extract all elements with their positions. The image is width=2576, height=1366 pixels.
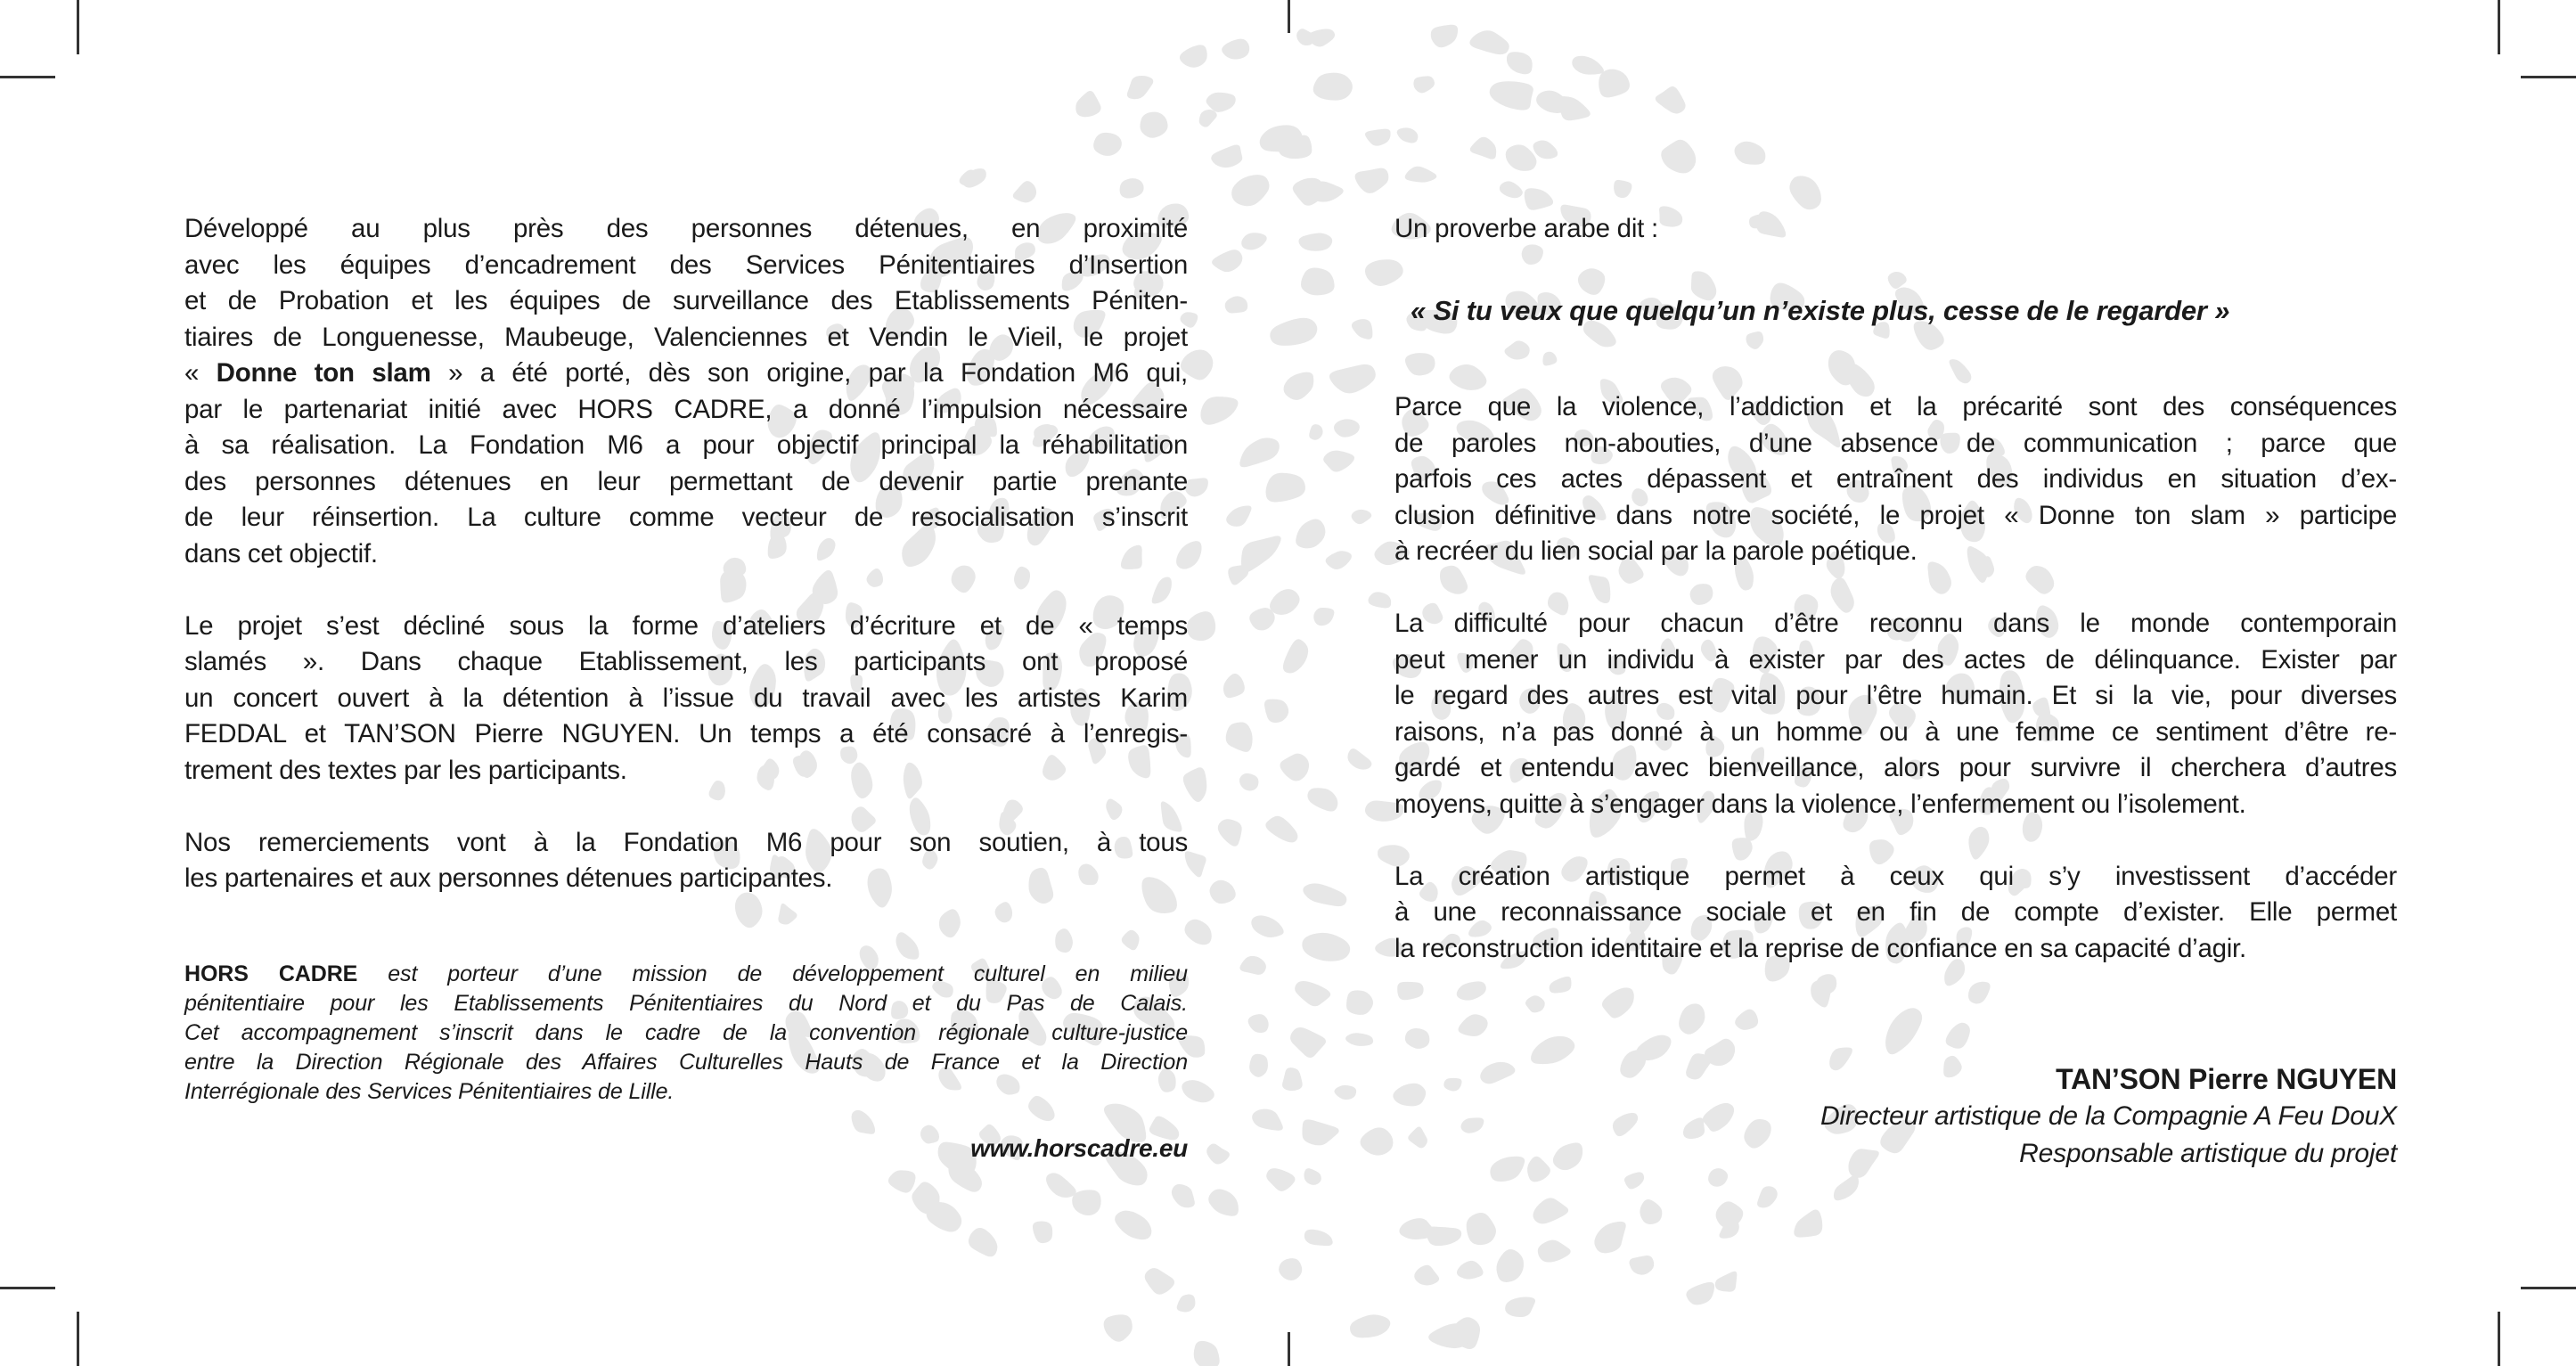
proverb-quote: « Si tu veux que quelqu’un n’existe plus, cesse de le regarder » bbox=[1411, 294, 2230, 326]
text-line: tiaires de Longuenesse, Maubeuge, Valenciennes et Vendin le Vieil, le projet bbox=[184, 322, 1188, 352]
text-line: avec les équipes d’encadrement des Services Pénitentiaires d’Insertion bbox=[184, 249, 1188, 280]
paragraph-project-origin bbox=[184, 211, 1188, 572]
right-text-column bbox=[1394, 211, 2397, 1173]
crop-mark-top-left-vertical bbox=[77, 0, 79, 54]
text-line: moyens, quitte à s’engager dans la violence, l’enfermement ou l’isolement. bbox=[1394, 789, 2246, 819]
signature-name: TAN’SON Pierre NGUYEN bbox=[2056, 1063, 2397, 1095]
crop-mark-top-right-horizontal bbox=[2521, 76, 2576, 78]
text-line: slamés ». Dans chaque Etablissement, les participants ont proposé bbox=[184, 647, 1188, 676]
text-line: pénitentiaire pour les Etablissements Pénitentiaires du Nord et du Pas de Calais. bbox=[184, 990, 1188, 1016]
text-line: La création artistique permet à ceux qui s’y investissent d’accéder bbox=[1394, 861, 2397, 891]
text-line: Nos remerciements vont à la Fondation M6 pour son soutien, à tous bbox=[184, 827, 1188, 857]
left-text-column bbox=[184, 211, 1188, 1166]
text-line: La difficulté pour chacun d’être reconnu dans le monde contemporain bbox=[1394, 609, 2397, 638]
crop-mark-bottom-right-vertical bbox=[2498, 1312, 2500, 1366]
crop-mark-bottom-right-horizontal bbox=[2521, 1287, 2576, 1289]
text-line: gardé et entendu avec bienveillance, alors pour survivre il cherchera d’autres bbox=[1394, 753, 2397, 782]
text-line: le regard des autres est vital pour l’être humain. Et si la vie, pour diverses bbox=[1394, 681, 2397, 710]
text-line: clusion définitive dans notre société, le projet « Donne ton slam » participe bbox=[1394, 500, 2397, 530]
text-line: raisons, n’a pas donné à un homme ou à une femme ce sentiment d’être re- bbox=[1394, 716, 2397, 747]
text-line: Cet accompagnement s’inscrit dans le cadre de la convention régionale culture-justice bbox=[184, 1019, 1188, 1045]
text-line: entre la Direction Régionale des Affaires Culturelles Hauts de France et la Direction bbox=[184, 1049, 1188, 1075]
hors-cadre-note bbox=[184, 960, 1188, 1107]
paragraph-thanks bbox=[184, 825, 1188, 897]
text-line: parfois ces actes dépassent et entraînent des individus en situation d’ex- bbox=[1394, 464, 2397, 494]
crop-mark-top-left-horizontal bbox=[0, 76, 55, 78]
paragraph-workshops bbox=[184, 609, 1188, 789]
fold-mark-top bbox=[1288, 0, 1290, 33]
text-line: FEDDAL et TAN’SON Pierre NGUYEN. Un temps a été consacré à l’enregis- bbox=[184, 719, 1188, 748]
text-line: Développé au plus près des personnes détenues, en proximité bbox=[184, 214, 1188, 243]
text-line: Parce que la violence, l’addiction et la précarité sont des conséquences bbox=[1394, 392, 2397, 421]
website-url: www.horscadre.eu bbox=[970, 1133, 1188, 1162]
text-line: Le projet s’est décliné sous la forme d’ateliers d’écriture et de « temps bbox=[184, 610, 1188, 641]
text-line: un concert ouvert à la détention à l’issue du travail avec les artistes Karim bbox=[184, 683, 1188, 713]
text-line: peut mener un individu à exister par des actes de délinquance. Exister par bbox=[1394, 644, 2397, 675]
text-line: à recréer du lien social par la parole poétique. bbox=[1394, 536, 1918, 566]
fold-mark-bottom bbox=[1288, 1332, 1290, 1366]
text-line: et de Probation et les équipes de surveillance des Etablissements Péniten- bbox=[184, 286, 1188, 315]
crop-mark-top-right-vertical bbox=[2498, 0, 2500, 54]
text-line: les partenaires et aux personnes détenues participantes. bbox=[184, 863, 833, 893]
text-line: par le partenariat initié avec HORS CADRE, a donné l’impulsion nécessaire bbox=[184, 394, 1188, 424]
crop-mark-bottom-left-vertical bbox=[77, 1312, 79, 1366]
text-line: dans cet objectif. bbox=[184, 538, 378, 568]
signature-role-1: Directeur artistique de la Compagnie A Feu DouX bbox=[1820, 1101, 2397, 1131]
text-line: HORS CADRE est porteur d’une mission de développement culturel en milieu bbox=[184, 961, 1188, 986]
proverb-intro: Un proverbe arabe dit : bbox=[1394, 214, 1658, 243]
text-line: à sa réalisation. La Fondation M6 a pour objectif principal la réhabilitation bbox=[184, 430, 1188, 460]
signature-role-2: Responsable artistique du projet bbox=[2019, 1139, 2397, 1168]
text-line: des personnes détenues en leur permettant de devenir partie prenante bbox=[184, 466, 1188, 496]
text-line: « Donne ton slam » a été porté, dès son origine, par la Fondation M6 qui, bbox=[184, 358, 1188, 388]
paragraph-artistic-creation bbox=[1394, 859, 2397, 968]
text-line: de leur réinsertion. La culture comme vecteur de resocialisation s’inscrit bbox=[184, 503, 1188, 532]
text-line: Interrégionale des Services Pénitentiaires de Lille. bbox=[184, 1078, 675, 1104]
paragraph-violence bbox=[1394, 389, 2397, 570]
text-line: la reconstruction identitaire et la reprise de confiance en sa capacité d’agir. bbox=[1394, 933, 2246, 963]
text-line: à une reconnaissance sociale et en fin de compte d’exister. Elle permet bbox=[1394, 897, 2397, 927]
text-line: trement des textes par les participants. bbox=[184, 755, 627, 785]
signature-block bbox=[1394, 1060, 2397, 1173]
text-line: de paroles non-abouties, d’une absence de communication ; parce que bbox=[1394, 428, 2397, 458]
paragraph-recognition bbox=[1394, 606, 2397, 822]
crop-mark-bottom-left-horizontal bbox=[0, 1287, 55, 1289]
